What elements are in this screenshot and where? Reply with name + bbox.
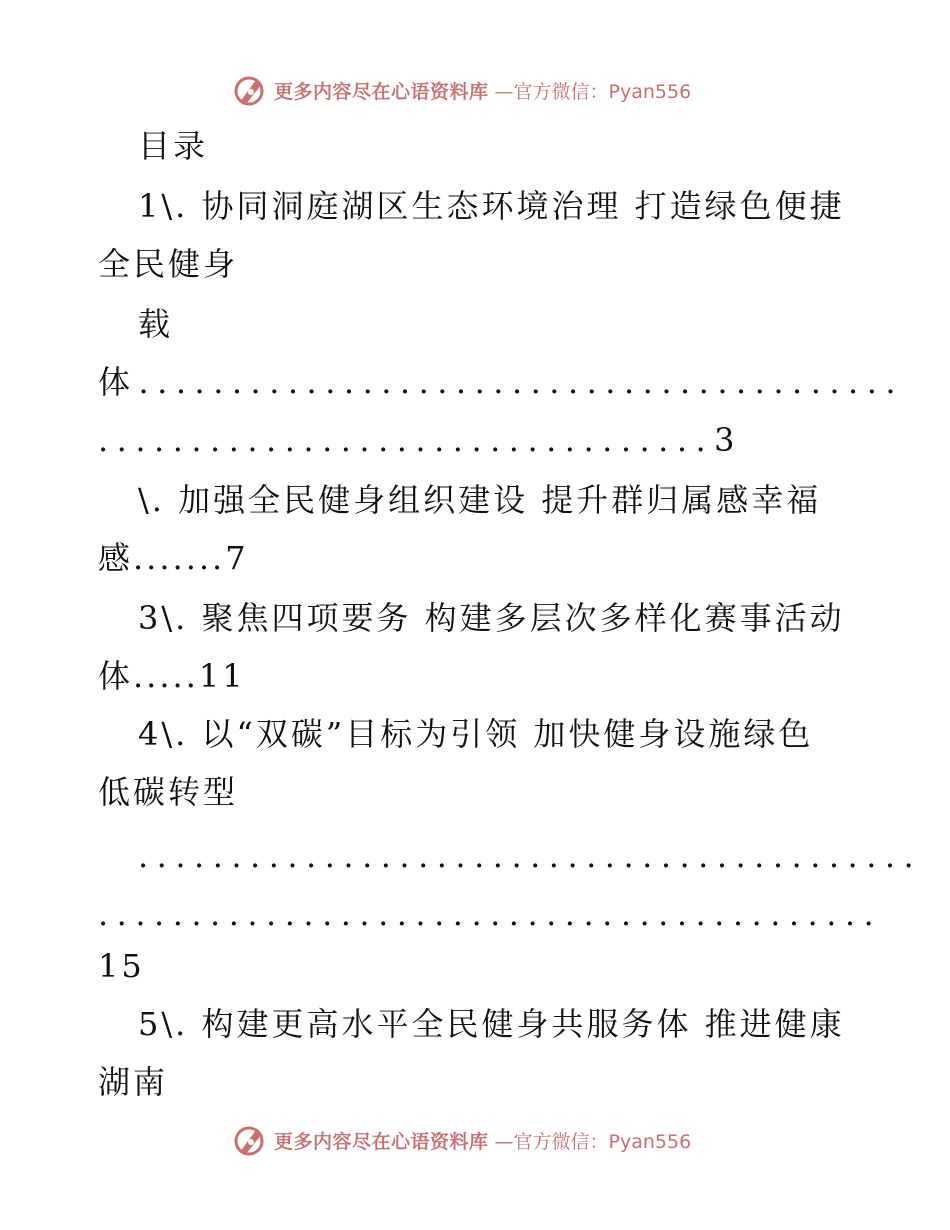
watermark-contact: —官方微信：Pyan556 [494, 80, 692, 103]
toc-entry-1: 1\. 协同洞庭湖区生态环境治理 打造绿色便捷 [138, 187, 845, 225]
toc-entry-1-cont: 全民健身 [98, 245, 239, 283]
pen-nib-logo-icon [232, 72, 268, 108]
footer-watermark [232, 1120, 712, 1160]
toc-entry-3-page: 体.....11 [98, 657, 246, 695]
toc-entry-4-leader: .......................................... [138, 837, 923, 875]
watermark-contact: —官方微信：Pyan556 [494, 1130, 692, 1153]
header-watermark [232, 70, 712, 110]
toc-entry-2: \. 加强全民健身组织建设 提升群归属感幸福 [138, 481, 822, 519]
watermark-title: 更多内容尽在心语资料库 [274, 1130, 489, 1153]
toc-entry-4: 4\. 以“双碳”目标为引领 加快健身设施绿色 [138, 715, 814, 753]
toc-entry-2-page: 感.......7 [98, 539, 249, 577]
toc-entry-5-cont: 湖南 [98, 1063, 169, 1101]
watermark-title: 更多内容尽在心语资料库 [274, 80, 489, 103]
toc-entry-4-page: 15 [98, 947, 145, 985]
pen-nib-logo-icon [232, 1122, 268, 1158]
toc-entry-1-page: .................................3 [98, 421, 744, 459]
toc-entry-3: 3\. 聚焦四项要务 构建多层次多样化赛事活动 [138, 599, 845, 637]
toc-entry-4-cont: 低碳转型 [98, 773, 239, 811]
toc-title: 目录 [138, 127, 209, 165]
toc-entry-1-cont2: 载 [138, 305, 174, 343]
toc-entry-1-leader: 体......................................... [98, 363, 905, 401]
toc-entry-4-leader2: .......................................... [98, 895, 883, 933]
toc-entry-5: 5\. 构建更高水平全民健身共服务体 推进健康 [138, 1005, 845, 1043]
